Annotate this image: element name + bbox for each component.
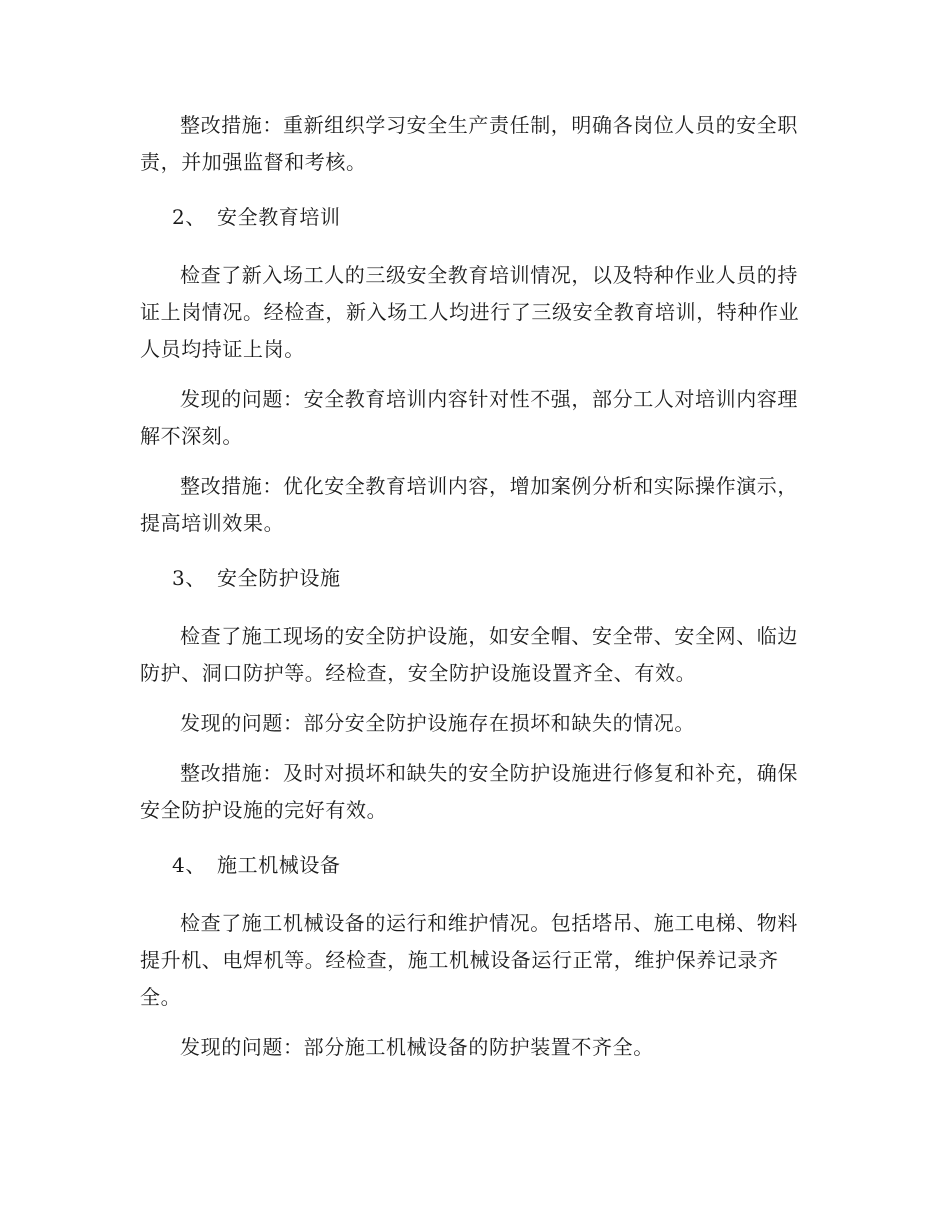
paragraph-training-issues: 发现的问题：安全教育培训内容针对性不强，部分工人对培训内容理解不深刻。 — [140, 387, 798, 448]
section-heading-protection-facilities — [140, 560, 812, 597]
section-title: 施工机械设备 — [217, 853, 341, 877]
section-number: 2、 — [172, 205, 206, 229]
paragraph-rectification-1: 整改措施：重新组织学习安全生产责任制，明确各岗位人员的安全职责，并加强监督和考核。 — [140, 113, 798, 174]
document-body — [140, 107, 812, 1066]
paragraph-machinery-issues: 发现的问题：部分施工机械设备的防护装置不齐全。 — [180, 1035, 654, 1059]
paragraph-protection-rectification: 整改措施：及时对损坏和缺失的安全防护设施进行修复和补充，确保安全防护设施的完好有效。 — [140, 761, 798, 822]
section-title: 安全防护设施 — [217, 566, 341, 590]
section-title: 安全教育培训 — [217, 205, 341, 229]
paragraph-protection-inspection: 检查了施工现场的安全防护设施，如安全帽、安全带、安全网、临边防护、洞口防护等。经检查，安全防护设施设置齐全、有效。 — [140, 624, 798, 685]
paragraph-training-inspection: 检查了新入场工人的三级安全教育培训情况，以及特种作业人员的持证上岗情况。经检查，新入场工人均进行了三级安全教育培训，特种作业人员均持证上岗。 — [140, 263, 800, 361]
paragraph-training-rectification: 整改措施：优化安全教育培训内容，增加案例分析和实际操作演示，提高培训效果。 — [140, 474, 798, 535]
paragraph-protection-issues: 发现的问题：部分安全防护设施存在损坏和缺失的情况。 — [180, 711, 695, 735]
section-heading-safety-training — [140, 199, 812, 236]
section-heading-machinery — [140, 847, 812, 884]
section-number: 4、 — [172, 853, 206, 877]
paragraph-machinery-inspection: 检查了施工机械设备的运行和维护情况。包括塔吊、施工电梯、物料提升机、电焊机等。经检查，施工机械设备运行正常，维护保养记录齐全。 — [140, 911, 798, 1009]
section-number: 3、 — [172, 566, 206, 590]
